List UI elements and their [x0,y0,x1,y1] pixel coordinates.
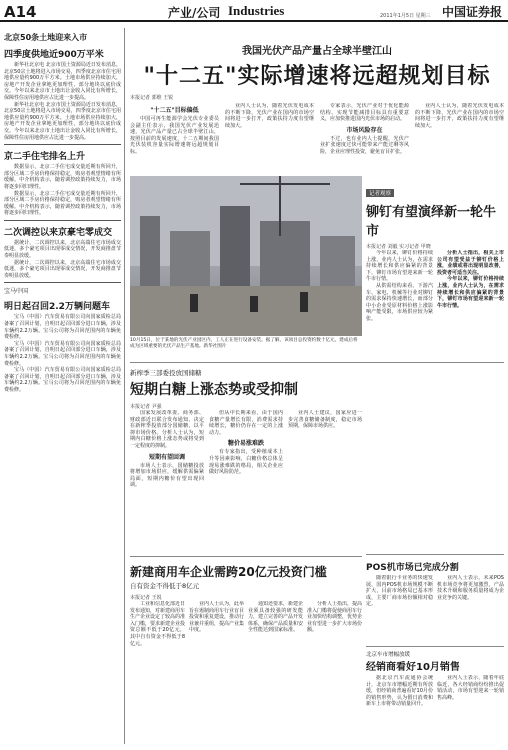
truck-subtitle: 自有资金不得低于8亿元 [130,582,200,590]
article-2-body-2: 数据显示，北京二手住宅成交量近期有所回升，部分区域二手房价格保持稳定，购房者观望情绪有所缓解。中介机构表示，随着调控政策持续发力，市场将逐步回归理性。 [4,190,121,217]
lead-subtitle: 我国光伏产品产量占全球半壁江山 [242,46,392,57]
sugar-article [130,368,362,548]
article-4-body-2: 宝马（中国）汽车贸易有限公司向国家质检总局备案了召回计划，自明日起召回部分进口车辆，涉及车辆约2.2万辆。宝马公司将为召回范围内的车辆免费检修。 [4,340,121,367]
column-tag: 记者观察 [366,189,394,197]
construction-scene-image [130,176,362,336]
right-body-2: 从供需结构来看，下游汽车、家电、机械等行业对铆钉的需求保持快速增长，而部分中小企业受原材料价格上涨影响产能受限，市场供应较为紧张。 [366,282,433,322]
left-column [4,28,121,748]
lead-body-1: 中国可再生能源学会光伏专业委员会副主任表示，我国光伏产业发展迅速，光伏产品产量已占全球半壁江山，按照目前的发展速度，十二五期间我国光伏装机容量实际增速将远超规划目标。 [130,116,219,155]
pos-body-1: 随着银行卡业务的快速发展，国内POS机市场规模不断扩大，目前市场格局已基本形成，主要厂商市场份额相对稳定。 [366,575,433,608]
page-header [0,0,508,22]
sugar-byline: 本报记者 尹强 [130,404,162,410]
sugar-kicker: 新榨季三部委投放国储糖 [130,369,202,377]
section-title: 产业/公司 [168,6,221,20]
pos-title: POS机市场已完成分割 [366,563,459,573]
sugar-body-2: 市场人士表示，国储糖投放将增加市场供应，缓解供需偏紧局面，短期内糖价有望出现回调。 [130,462,204,489]
divider [130,556,362,557]
photo-caption: 10月15日，位于某地的光伏产业园区内，工人正在进行设备安装。据了解，该项目总投资约数十亿元，建成后将成为区域重要的光伏产品生产基地。新华社图片 [130,338,358,349]
article-3-body: 据统计，二次调控以来，北京高端住宅市场成交低迷，多个豪宅项目出现零成交情况，开发商推盘节奏明显放缓。 [4,239,121,260]
truck-article [130,562,362,748]
column-rule [124,28,125,744]
sugar-body-1: 国家发展改革委、商务部、财政部近日联合发布通知，决定在新榨季投放部分国储糖，以平抑市场价格。分析人士认为，短期内白糖价格上涨态势或将受到一定程度的抑制。 [130,410,204,449]
truck-body-2: 业内人士认为，此举旨在遏制商用车行业盲目投资和重复建设，推动行业兼并重组，提高产业集中度。 [189,601,244,634]
truck-body-4: 分析人士指出，提高准入门槛将促使商用车行业加快结构调整，优势企业有望进一步扩大市场份额。 [307,601,362,634]
article-1-subtitle: 四季度供地近900万平米 [4,50,104,60]
divider [366,646,504,647]
truck-body-1: 工业和信息化部近日发布通知，对新建商用车生产企业设定了较高的准入门槛，要求新建企业投资总额不低于20亿元，其中自有资金不得低于8亿元。 [130,601,185,647]
article-1-title: 北京50条土地迎来入市 [4,33,88,42]
divider [4,282,121,283]
article-4-title: 明日起召回2.2万辆问题车 [4,302,110,313]
page-number: A14 [4,3,37,21]
lead-body-4: 不过，也有业内人士提醒，光伏产业扩张速度过快可能带来产能过剩等风险，企业应理性投资，避免盲目扩张。 [320,135,409,155]
right-title: 铆钉有望演绎新一轮牛市 [366,205,497,239]
pos-body-2: 业内人士表示，未来POS机市场竞争将更加激烈，产品技术升级和服务质量将成为企业竞争的关键。 [437,575,504,601]
right-byline: 本报记者 刘毅 实习记者 甲晓 [366,244,431,250]
lead-body-2: 业内人士认为，随着光伏发电成本的不断下降，光伏产业在国内的市场空间将进一步打开，政策扶持力度有望继续加大。 [225,103,314,129]
article-1-body: 新华社北京电 北京市国土资源局近日发布消息，北京50宗土地将进入市场交易，四季度北京市住宅用地供应量约900万平方米。土地市场供应持续加大，房地产开发企业拿地更加理性，部分地块以底价成交。今年以来北京市土地出让金收入同比有所增长，保障性住房用地供应占比进一步提高。 [4,62,121,101]
divider [4,220,121,221]
car-sales-kicker: 北京车市增幅放缓 [366,652,411,658]
right-article [366,180,504,420]
truck-title: 新建商用车企业需跨20亿元投资门槛 [130,565,327,579]
sugar-title: 短期白糖上涨态势或受抑制 [130,382,298,398]
article-3-title: 二次调控以来京豪宅零成交 [4,227,113,238]
car-sales-body-1: 据北京汽车流通协会统计，北京车市增幅近期有所放缓，但经销商普遍看好10月份的销售形势，认为假日消费和新车上市将带动销量回升。 [366,675,433,708]
sugar-section-head: 短期有望回调 [148,453,185,461]
right-body-4: 今年以来，铆钉价格持续上涨，业内人士认为，在需求持续增长和供应偏紧的背景下，铆钉市场有望迎来新一轮牛市行情。 [437,276,504,309]
lead-section-head: "十二五"目标偏低 [150,107,199,114]
sugar-section-head-2: 糖价易涨难跌 [227,440,264,448]
sugar-body-5: 业内人士建议，国家应进一步完善食糖储备制度，稳定市场预期，保障市场供应。 [288,410,362,430]
lead-section-head-2: 市场风险存在 [346,126,383,134]
lead-title: "十二五"实际增速将远超规划目标 [143,64,491,89]
truck-byline: 本报记者 王锐 [130,595,162,601]
article-2-title: 京二手住宅排名上升 [4,152,86,163]
car-sales-title: 经销商看好10月销售 [366,662,460,673]
news-photo [130,176,362,336]
article-4-body-3: 宝马（中国）汽车贸易有限公司向国家质检总局备案了召回计划，自明日起召回部分进口车辆，涉及车辆约2.2万辆。宝马公司将为召回范围内的车辆免费检修。 [4,367,121,393]
lead-body-5: 业内人士认为，随着光伏发电成本的不断下降，光伏产业在国内的市场空间将进一步打开，政策扶持力度有望继续加大。 [415,103,504,129]
right-body-1: 今年以来，铆钉价格持续上涨，业内人士认为，在需求持续增长和供应偏紧的背景下，铆钉市场有望迎来新一轮牛市行情。 [366,250,433,283]
car-sales-article [366,650,504,748]
pos-article [366,560,504,646]
divider [366,554,504,555]
truck-body-3: 通知还要求，新建企业须具备较强的研发能力，建立完善的产品开发体系，确保产品质量和安全性能达到国家标准。 [248,601,303,634]
divider [130,362,504,363]
sugar-body-3: 但从中长期来看，由于国内食糖产量增长有限，消费需求持续增长，糖价仍存在一定的上涨动力。 [209,410,283,436]
car-sales-body-2: 业内人士表示，随着年底临近，各大经销商纷纷推出促销活动，市场有望迎来一轮销售高峰。 [437,675,504,701]
article-4-kicker: 宝马中国 [4,288,29,296]
paper-name: 中国证券报 [441,5,502,19]
header-date: 2011年1月5日 星期三 [380,13,431,19]
article-2-body: 数据显示，北京二手住宅成交量近期有所回升，部分区域二手房价格保持稳定，购房者观望情绪有所缓解。中介机构表示，随着调控政策持续发力，市场将逐步回归理性。 [4,164,121,190]
article-1-body-2: 新华社北京电 北京市国土资源局近日发布消息，北京50宗土地将进入市场交易，四季度北京市住宅用地供应量约900万平方米。土地市场供应持续加大，房地产开发企业拿地更加理性，部分地块以底价成交。今年以来北京市土地出让金收入同比有所增长，保障性住房用地供应占比进一步提高。 [4,101,121,141]
divider [4,144,121,145]
lead-body-3: 专家表示，光伏产业对于优化能源结构、实现节能减排目标具有重要意义，应加快推进国内光伏市场的启动。 [320,103,409,123]
lead-byline: 本报记者 郭维 王锐 [130,95,174,101]
article-3-body-2: 据统计，二次调控以来，北京高端住宅市场成交低迷，多个豪宅项目出现零成交情况，开发商推盘节奏明显放缓。 [4,259,121,279]
section-title-en: Industries [228,3,285,18]
right-body-3: 分析人士指出，相关上市公司有望受益于铆钉价格上涨，业绩或将出现明显改善，投资者可适当关注。 [437,250,504,276]
sugar-body-4: 有专家指出，受种植成本上升等因素影响，白糖价格总体呈现易涨难跌的格局，相关企业应做好风险防范。 [209,449,283,476]
article-4-body: 宝马（中国）汽车贸易有限公司向国家质检总局备案了召回计划，自明日起召回部分进口车辆，涉及车辆约2.2万辆。宝马公司将为召回范围内的车辆免费检修。 [4,314,121,341]
